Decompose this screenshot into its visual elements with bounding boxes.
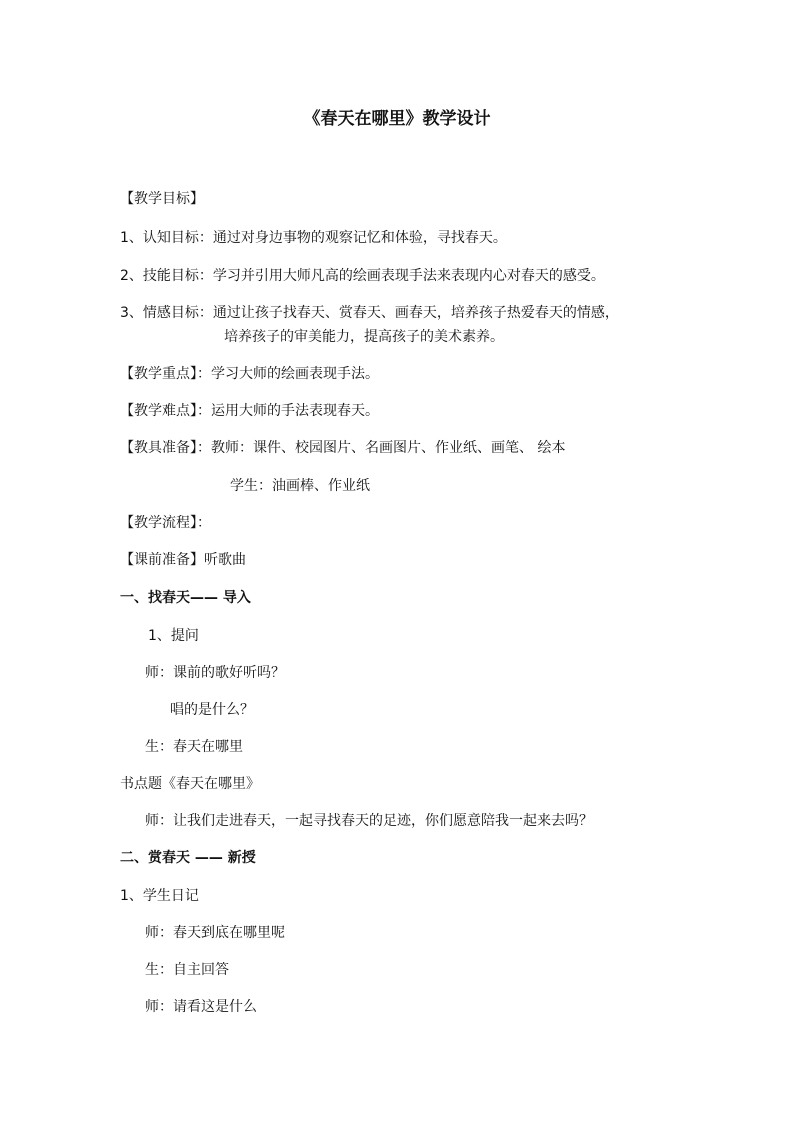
section1-line: 生：春天在哪里 [145,739,243,755]
section1-line: 1、提问 [148,628,199,644]
objective-emotion-continued: 培养孩子的审美能力，提高孩子的美术素养。 [224,329,504,345]
materials-student: 学生：油画棒、作业纸 [230,478,370,494]
objective-emotion: 3、情感目标：通过让孩子找春天、赏春天、画春天，培养孩子热爱春天的情感， [120,305,619,321]
section2-line: 1、学生日记 [120,888,199,904]
flow-heading: 【教学流程】： [120,515,211,531]
section2-heading: 二、赏春天 —— 新授 [120,850,256,866]
materials-teacher: 【教具准备】：教师：课件、校园图片、名画图片、作业纸、画笔、 绘本 [120,440,566,456]
section1-heading: 一、找春天—— 导入 [120,590,251,606]
section1-line: 师：让我们走进春天，一起寻找春天的足迹，你们愿意陪我一起来去吗？ [145,813,593,829]
pre-class: 【课前准备】听歌曲 [120,552,246,568]
objectives-heading: 【教学目标】 [120,191,204,207]
difficulty: 【教学难点】：运用大师的手法表现春天。 [120,403,379,419]
section2-line: 师：春天到底在哪里呢 [145,925,285,941]
objective-skill: 2、技能目标：学习并引用大师凡高的绘画表现手法来表现内心对春天的感受。 [120,268,605,284]
section2-line: 生：自主回答 [145,962,229,978]
section1-line: 师：课前的歌好听吗？ [145,665,285,681]
section2-line: 师：请看这是什么 [145,999,257,1015]
objective-cognitive: 1、认知目标：通过对身边事物的观察记忆和体验，寻找春天。 [120,230,507,246]
section1-line: 唱的是什么？ [170,702,254,718]
section1-line: 书点题《春天在哪里》 [120,776,260,792]
document-title: 《春天在哪里》教学设计 [303,109,491,129]
key-point: 【教学重点】：学习大师的绘画表现手法。 [120,366,379,382]
